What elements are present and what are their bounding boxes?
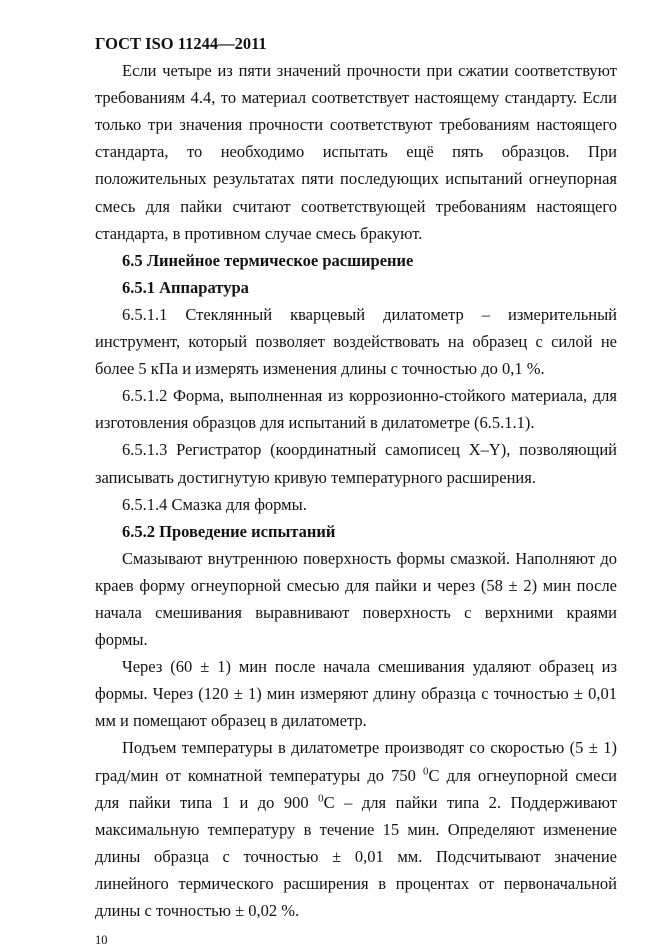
superscript-zero: 0: [423, 765, 429, 778]
text-segment: Подъем температуры в дилатометре производят со скоростью (5 ± 1) град/мин от комнатной температуры до 750: [95, 738, 617, 785]
page-number: 10: [95, 933, 108, 947]
document-header: ГОСТ ISO 11244—2011: [95, 34, 267, 53]
paragraph-6-5-1-1-dilatometer: 6.5.1.1 Стеклянный кварцевый дилатометр – измерительный инструмент, который позволяет воздействовать на образец с силой не более 5 кПа и измерять изменения длины с точностью до 0,1 %.: [95, 304, 617, 379]
heading-6-5-2-test-procedure: 6.5.2 Проведение испытаний: [122, 521, 336, 541]
paragraph-specimen-removal: Через (60 ± 1) мин после начала смешивания удаляют образец из формы. Через (120 ± 1) мин измеряют длину образца с точностью ± 0,01 мм и помещают образец в дилатометр.: [95, 657, 617, 731]
paragraph-6-5-1-3-recorder: 6.5.1.3 Регистратор (координатный самописец X–Y), позволяющий записывать достигнутую кривую температурного расширения.: [95, 440, 617, 487]
heading-6-5-1-apparatus: 6.5.1 Аппаратура: [122, 277, 249, 297]
paragraph-6-5-1-4-lubricant: 6.5.1.4 Смазка для формы.: [122, 494, 307, 514]
paragraph-mold-filling: Смазывают внутреннюю поверхность формы смазкой. Наполняют до краев форму огнеупорной смесью для пайки и через (58 ± 2) мин после начала смешивания выравнивают поверхность с верхними краями формы.: [95, 548, 617, 650]
paragraph-6-5-1-2-mold: 6.5.1.2 Форма, выполненная из коррозионно-стойкого материала, для изготовления образцов для испытаний в дилатометре (6.5.1.1).: [95, 386, 617, 433]
text-segment: С для огнеупорной смеси для пайки типа 1 и до 900: [95, 765, 617, 812]
text-segment: С – для пайки типа 2. Поддерживают максимальную температуру в течение 15 мин. Определяют изменение длины образца с точностью ± 0,01 мм. Подсчитывают значение линейного термического расширения в процентах от первоначальной длины с точностью ± 0,02 %.: [95, 792, 618, 920]
heading-6-5-linear-thermal-expansion: 6.5 Линейное термическое расширение: [122, 250, 414, 270]
paragraph-temperature-rise: [95, 734, 617, 924]
paragraph-compliance-rule: Если четыре из пяти значений прочности при сжатии соответствуют требованиям 4.4, то материал соответствует настоящему стандарту. Если только три значения прочности соответствуют требованиям настоящего стандарта, то необходимо испытать ещё пять образцов. При положительных результатах пяти последующих испытаний огнеупорная смесь для пайки считают соответствующей требованиям настоящего стандарта, в противном случае смесь бракуют.: [95, 61, 617, 243]
superscript-zero: 0: [318, 792, 324, 805]
